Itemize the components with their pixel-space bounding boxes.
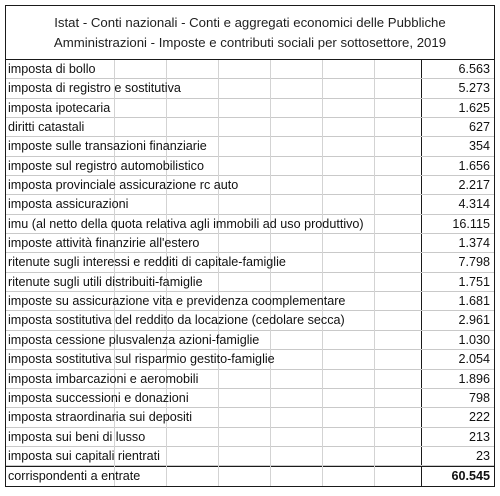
row-value-cell[interactable]: 5.273 (458, 81, 490, 96)
row-value-cell[interactable]: 1.656 (458, 158, 490, 173)
row-label-cell[interactable]: ritenute sugli interessi e redditi di capitale-famiglie (6, 253, 422, 271)
row-value-cell[interactable]: 7.798 (458, 255, 490, 270)
row-value-cell[interactable]: 6.563 (458, 62, 490, 76)
row-label-cell[interactable]: imposta successioni e donazioni (6, 389, 422, 407)
row-label-cell[interactable]: diritti catastali (6, 118, 422, 136)
row-label-cell[interactable]: ritenute sugli utili distribuiti-famiglie (6, 273, 422, 291)
row-label-cell[interactable]: imposta di bollo (6, 60, 422, 78)
row-value-cell[interactable]: 2.054 (458, 352, 490, 367)
row-label-cell[interactable]: imposte su assicurazione vita e previdenza coomplementare (6, 292, 422, 310)
row-label-cell[interactable]: imposta imbarcazioni e aeromobili (6, 370, 422, 388)
row-value-cell[interactable]: 1.625 (458, 100, 490, 115)
row-label-cell[interactable]: imu (al netto della quota relativa agli immobili ad uso produttivo) (6, 215, 422, 233)
table-row (6, 331, 494, 350)
row-value-cell[interactable]: 2.961 (458, 313, 490, 328)
row-value-cell[interactable]: 1.374 (458, 236, 490, 251)
row-label-cell[interactable]: imposta sui capitali rientrati (6, 447, 422, 465)
table-body (6, 60, 494, 486)
row-value-cell[interactable]: 222 (468, 410, 490, 425)
table-row (6, 447, 494, 466)
row-value-cell[interactable]: 354 (468, 139, 490, 154)
row-label-cell[interactable]: imposta ipotecaria (6, 99, 422, 117)
table-row (6, 176, 494, 195)
row-label-cell[interactable]: imposte attività finanzirie all'estero (6, 234, 422, 252)
row-value-cell[interactable]: 798 (468, 390, 490, 405)
table-row (6, 157, 494, 176)
table-row (6, 389, 494, 408)
row-label-cell[interactable]: imposta sostitutiva del reddito da locazione (cedolare secca) (6, 311, 422, 329)
row-label-cell[interactable]: imposta sui beni di lusso (6, 428, 422, 446)
row-value-cell[interactable]: 2.217 (458, 178, 490, 193)
table-row (6, 118, 494, 137)
table-row (6, 234, 494, 253)
table-row (6, 292, 494, 311)
table-row (6, 350, 494, 369)
row-label-cell[interactable]: imposta provinciale assicurazione rc auto (6, 176, 422, 194)
table-row (6, 79, 494, 98)
table-row (6, 60, 494, 79)
row-value-cell[interactable]: 4.314 (458, 197, 490, 212)
table-title-line-2: Amministrazioni - Imposte e contributi sociali per sottosettore, 2019 (53, 34, 447, 50)
total-value-cell[interactable]: 60.545 (451, 469, 490, 484)
table-title (6, 6, 494, 60)
table-row (6, 215, 494, 234)
table-row (6, 273, 494, 292)
row-label-cell[interactable]: imposta straordinaria sui depositi (6, 408, 422, 426)
row-value-cell[interactable]: 23 (475, 448, 490, 463)
table-row (6, 408, 494, 427)
total-row (6, 466, 494, 485)
table-row (6, 99, 494, 118)
table-row (6, 370, 494, 389)
table-row (6, 137, 494, 156)
row-label-cell[interactable]: imposte sulle transazioni finanziarie (6, 137, 422, 155)
table-row (6, 428, 494, 447)
row-label-cell[interactable]: imposte sul registro automobilistico (6, 157, 422, 175)
table-row (6, 311, 494, 330)
row-label-cell[interactable]: imposta di registro e sostitutiva (6, 79, 422, 97)
table-row (6, 253, 494, 272)
row-label-cell[interactable]: imposta assicurazioni (6, 195, 422, 213)
total-label-cell[interactable]: corrispondenti a entrate (6, 467, 422, 485)
row-value-cell[interactable]: 1.030 (458, 332, 490, 347)
row-label-cell[interactable]: imposta cessione plusvalenza azioni-famiglie (6, 331, 422, 349)
row-value-cell[interactable]: 627 (468, 120, 490, 135)
row-value-cell[interactable]: 1.896 (458, 371, 490, 386)
row-label-cell[interactable]: imposta sostitutiva sul risparmio gestito-famiglie (6, 350, 422, 368)
row-value-cell[interactable]: 1.681 (458, 294, 490, 309)
row-value-cell[interactable]: 1.751 (458, 274, 490, 289)
row-value-cell[interactable]: 16.115 (452, 216, 490, 231)
spreadsheet-table (5, 5, 495, 487)
row-value-cell[interactable]: 213 (468, 429, 490, 444)
table-row (6, 195, 494, 214)
table-title-line-1: Istat - Conti nazionali - Conti e aggregati economici delle Pubbliche (54, 14, 446, 30)
